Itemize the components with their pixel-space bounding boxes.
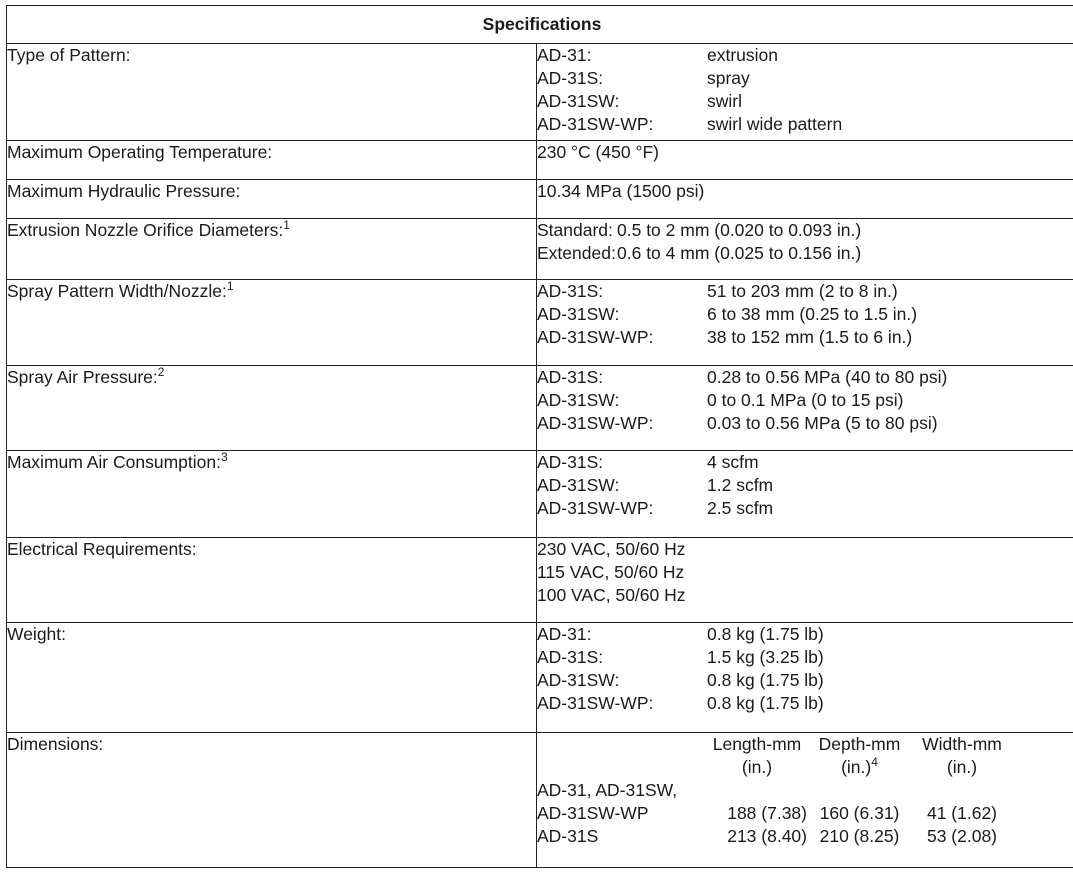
- spec-label: Electrical Requirements:: [7, 538, 537, 623]
- spec-label: Maximum Air Consumption:$^3$: [7, 451, 537, 538]
- spec-row-extrusion-nozzle-orifice-diameters: [7, 219, 1073, 280]
- spec-value: 230 °C (450 °F): [537, 141, 1073, 180]
- spec-value: [537, 623, 1073, 733]
- dim-header-depth-unit: $(in.)^4$: [841, 755, 878, 777]
- spec-value-line: AD-31S: 1.5 kg (3.25 lb): [537, 647, 824, 667]
- spec-row-spray-pattern-width: [7, 280, 1073, 366]
- dim-header-width: Width-mm: [922, 734, 1002, 754]
- spec-value-line: AD-31SW-WP: swirl wide pattern: [537, 114, 843, 134]
- spec-row-max-operating-temperature: [7, 141, 1073, 180]
- dim-header-width-unit: (in.): [946, 757, 978, 777]
- spec-row-type-of-pattern: [7, 44, 1073, 141]
- dim-depth: 160 (6.31): [819, 803, 900, 823]
- spec-value-line: 100 VAC, 50/60 Hz: [537, 585, 686, 605]
- spec-value: [537, 280, 1073, 366]
- spec-value-line: AD-31SW-WP: 2.5 scfm: [537, 498, 774, 518]
- dim-header-length-unit: (in.): [741, 757, 773, 777]
- dim-model: AD-31SW-WP: [537, 803, 649, 823]
- spec-value-line: AD-31SW-WP: 0.03 to 0.56 MPa (5 to 80 psi): [537, 413, 938, 433]
- dimensions-grid: [537, 733, 1073, 848]
- spec-row-spray-air-pressure: [7, 366, 1073, 451]
- spec-label: Maximum Hydraulic Pressure:: [7, 180, 537, 219]
- spec-value: [537, 44, 1073, 141]
- table-title: Specifications: [7, 6, 1073, 44]
- dim-depth: 210 (8.25): [819, 826, 900, 846]
- dim-header-length: Length-mm: [712, 734, 802, 754]
- spec-value: [537, 538, 1073, 623]
- spec-value-line: AD-31S: spray: [537, 68, 750, 88]
- spec-row-electrical-requirements: [7, 538, 1073, 623]
- dim-width: 41 (1.62): [926, 803, 998, 823]
- footnote-marker: 1: [226, 279, 234, 293]
- footnote-marker: 4: [871, 755, 878, 769]
- spec-label: Extrusion Nozzle Orifice Diameters:$^1$: [7, 219, 537, 280]
- spec-label: Spray Air Pressure:$^2$: [7, 366, 537, 451]
- dim-model: AD-31, AD-31SW,: [537, 780, 678, 800]
- spec-value-line: AD-31SW: 1.2 scfm: [537, 475, 774, 495]
- spec-value-line: AD-31SW-WP: 0.8 kg (1.75 lb): [537, 693, 824, 713]
- spec-value-line: AD-31S: 0.28 to 0.56 MPa (40 to 80 psi): [537, 367, 948, 387]
- spec-row-dimensions: [7, 733, 1073, 868]
- footnote-marker: 1: [283, 218, 290, 232]
- spec-value: [537, 733, 1073, 868]
- spec-value-line: Extended: 0.6 to 4 mm (0.025 to 0.156 in.): [537, 243, 862, 263]
- spec-value: 10.34 MPa (1500 psi): [537, 180, 1073, 219]
- spec-value-line: 230 VAC, 50/60 Hz: [537, 539, 686, 559]
- spec-label: Weight:: [7, 623, 537, 733]
- specifications-table: [6, 5, 1073, 868]
- spec-value-line: AD-31S: 51 to 203 mm (2 to 8 in.): [537, 281, 898, 301]
- spec-value-line: AD-31SW: 0.8 kg (1.75 lb): [537, 670, 824, 690]
- spec-label: Maximum Operating Temperature:: [7, 141, 537, 180]
- spec-value-line: AD-31SW: swirl: [537, 91, 742, 111]
- spec-value: [537, 366, 1073, 451]
- spec-value-line: AD-31: 0.8 kg (1.75 lb): [537, 624, 824, 644]
- spec-value-line: AD-31SW-WP: 38 to 152 mm (1.5 to 6 in.): [537, 327, 913, 347]
- spec-value: [537, 219, 1073, 280]
- spec-value-line: AD-31: extrusion: [537, 45, 779, 65]
- spec-label: Type of Pattern:: [7, 44, 537, 141]
- spec-row-max-air-consumption: [7, 451, 1073, 538]
- dim-model: AD-31S: [537, 826, 599, 846]
- dim-header-depth: Depth-mm: [818, 734, 901, 754]
- spec-label: Dimensions:: [7, 733, 537, 868]
- spec-value-line: 115 VAC, 50/60 Hz: [537, 562, 685, 582]
- spec-value-line: AD-31SW: 0 to 0.1 MPa (0 to 15 psi): [537, 390, 904, 410]
- spec-value-line: AD-31S: 4 scfm: [537, 452, 759, 472]
- spec-value-line: Standard: 0.5 to 2 mm (0.020 to 0.093 in.): [537, 220, 862, 240]
- dim-length: 188 (7.38): [727, 803, 807, 823]
- spec-row-max-hydraulic-pressure: [7, 180, 1073, 219]
- spec-value: [537, 451, 1073, 538]
- footnote-marker: 2: [157, 365, 165, 379]
- spec-row-weight: [7, 623, 1073, 733]
- dim-length: 213 (8.40): [727, 826, 807, 846]
- dim-width: 53 (2.08): [926, 826, 998, 846]
- spec-value-line: AD-31SW: 6 to 38 mm (0.25 to 1.5 in.): [537, 304, 918, 324]
- spec-label: Spray Pattern Width/Nozzle:$^1$: [7, 280, 537, 366]
- footnote-marker: 3: [220, 450, 228, 464]
